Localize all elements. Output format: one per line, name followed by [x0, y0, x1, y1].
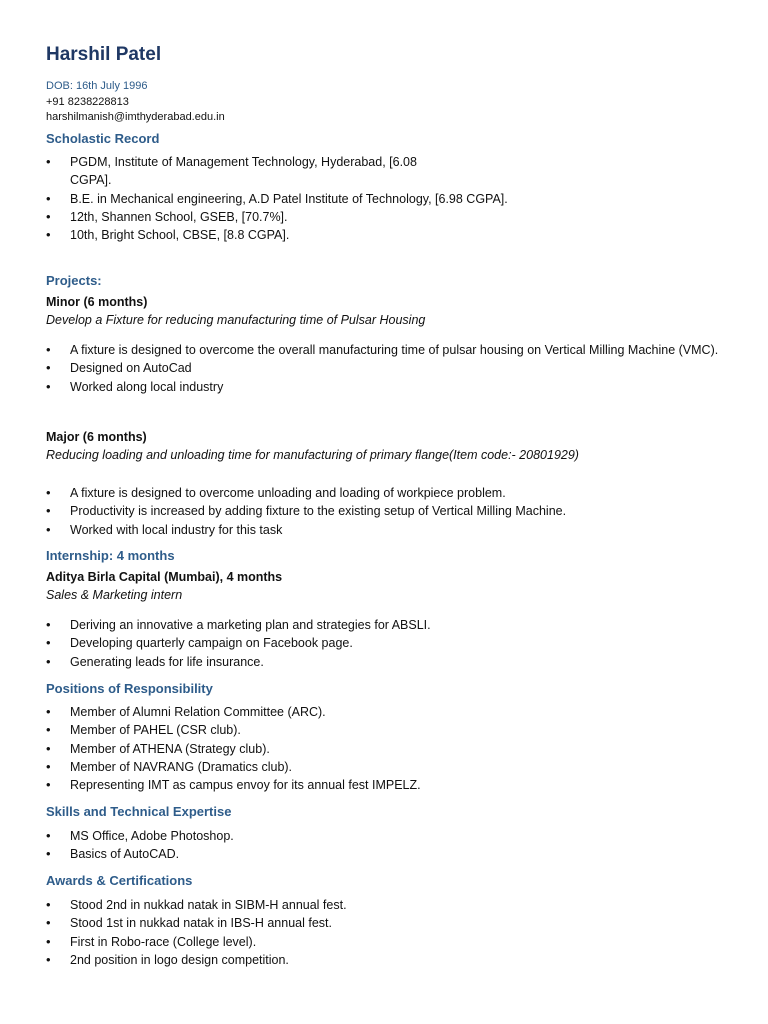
- list-item: • Developing quarterly campaign on Facebook page.: [46, 634, 726, 652]
- list-item: • Worked along local industry: [46, 378, 726, 396]
- list-item: • 2nd position in logo design competition.: [46, 951, 726, 969]
- section-heading-positions: Positions of Responsibility: [46, 681, 213, 696]
- email-address: harshilmanish@imthyderabad.edu.in: [46, 111, 225, 123]
- list-item: • Basics of AutoCAD.: [46, 845, 726, 863]
- minor-project-title: Minor (6 months): [46, 295, 148, 309]
- list-item: • Designed on AutoCad: [46, 359, 726, 377]
- minor-project-subtitle: Develop a Fixture for reducing manufacturing time of Pulsar Housing: [46, 313, 426, 327]
- list-item: • Stood 2nd in nukkad natak in SIBM-H annual fest.: [46, 896, 726, 914]
- list-item: • PGDM, Institute of Management Technology, Hyderabad, [6.08 CGPA].: [46, 153, 430, 190]
- list-item: • First in Robo-race (College level).: [46, 933, 726, 951]
- internship-company: Aditya Birla Capital (Mumbai), 4 months: [46, 570, 283, 584]
- list-item: • A fixture is designed to overcome the overall manufacturing time of pulsar housing on Vertical Milling Machine (VMC).: [46, 341, 726, 359]
- list-item: • Generating leads for life insurance.: [46, 653, 726, 671]
- awards-list: [46, 896, 726, 969]
- list-item: • Productivity is increased by adding fixture to the existing setup of Vertical Milling Machine.: [46, 502, 726, 520]
- list-item: • Stood 1st in nukkad natak in IBS-H annual fest.: [46, 914, 726, 932]
- date-of-birth: DOB: 16th July 1996: [46, 80, 148, 92]
- list-item: • Member of Alumni Relation Committee (ARC).: [46, 703, 726, 721]
- section-heading-projects: Projects:: [46, 273, 102, 288]
- list-item: • Worked with local industry for this task: [46, 521, 726, 539]
- list-item: • Member of ATHENA (Strategy club).: [46, 740, 726, 758]
- list-item: • 12th, Shannen School, GSEB, [70.7%].: [46, 208, 726, 226]
- skills-list: [46, 827, 726, 864]
- section-heading-internship: Internship: 4 months: [46, 548, 175, 563]
- section-heading-scholastic: Scholastic Record: [46, 131, 160, 146]
- list-item: • B.E. in Mechanical engineering, A.D Patel Institute of Technology, [6.98 CGPA].: [46, 190, 726, 208]
- major-project-list: [46, 484, 726, 539]
- positions-list: [46, 703, 726, 794]
- internship-list: [46, 616, 726, 671]
- list-item: • Member of NAVRANG (Dramatics club).: [46, 758, 726, 776]
- list-item: • 10th, Bright School, CBSE, [8.8 CGPA].: [46, 226, 726, 244]
- list-item: • Representing IMT as campus envoy for its annual fest IMPELZ.: [46, 776, 726, 794]
- phone-number: +91 8238228813: [46, 96, 129, 108]
- candidate-name: Harshil Patel: [46, 44, 162, 65]
- list-item: • MS Office, Adobe Photoshop.: [46, 827, 726, 845]
- minor-project-list: [46, 341, 726, 396]
- list-item: • A fixture is designed to overcome unloading and loading of workpiece problem.: [46, 484, 726, 502]
- major-project-title: Major (6 months): [46, 430, 147, 444]
- section-heading-skills: Skills and Technical Expertise: [46, 804, 232, 819]
- list-item: • Deriving an innovative a marketing plan and strategies for ABSLI.: [46, 616, 726, 634]
- scholastic-list: [46, 153, 726, 244]
- major-project-subtitle: Reducing loading and unloading time for manufacturing of primary flange(Item code:- 20801929): [46, 448, 579, 462]
- section-heading-awards: Awards & Certifications: [46, 873, 193, 888]
- list-item: • Member of PAHEL (CSR club).: [46, 721, 726, 739]
- internship-role: Sales & Marketing intern: [46, 588, 183, 602]
